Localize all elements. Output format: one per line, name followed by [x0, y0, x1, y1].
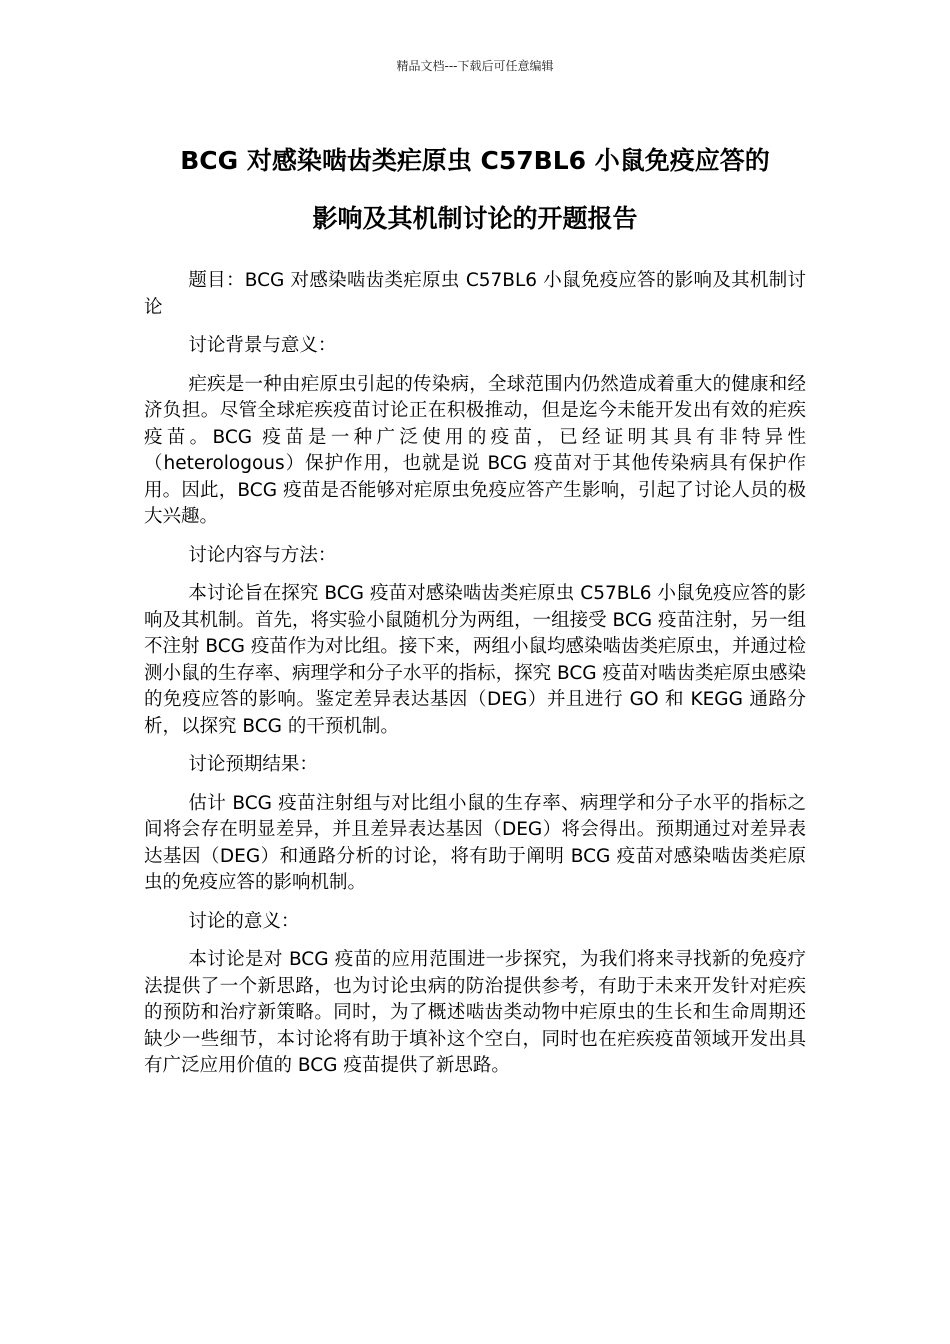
methods-paragraph: 本讨论旨在探究 BCG 疫苗对感染啮齿类疟原虫 C57BL6 小鼠免疫应答的影响及其机制。首先，将实验小鼠随机分为两组，一组接受 BCG 疫苗注射，另一组不注射 BCG 疫苗作为对比组。接下来，两组小鼠均感染啮齿类疟原虫，并通过检测小鼠的生存率、病理学和分子水平的指标，探究 BCG 疫苗对啮齿类疟原虫感染的免疫应答的影响。鉴定差异表达基因（DEG）并且进行 GO 和 KEGG 通路分析，以探究 BCG 的干预机制。: [144, 583, 806, 737]
topic-paragraph: 题目：BCG 对感染啮齿类疟原虫 C57BL6 小鼠免疫应答的影响及其机制讨论: [144, 270, 806, 318]
section-heading-background: 讨论背景与意义：: [188, 335, 337, 356]
section-heading-expected-results: 讨论预期结果：: [188, 754, 318, 775]
expected-results-paragraph: 估计 BCG 疫苗注射组与对比组小鼠的生存率、病理学和分子水平的指标之间将会存在明显差异，并且差异表达基因（DEG）将会得出。预期通过对差异表达基因（DEG）和通路分析的讨论，将有助于阐明 BCG 疫苗对感染啮齿类疟原虫的免疫应答的影响机制。: [144, 792, 806, 893]
section-heading-methods: 讨论内容与方法：: [188, 544, 337, 566]
title-line-2: 影响及其机制讨论的开题报告: [312, 204, 638, 233]
title-line-1: BCG 对感染啮齿类疟原虫 C57BL6 小鼠免疫应答的: [180, 146, 770, 175]
section-heading-significance: 讨论的意义：: [188, 910, 300, 932]
background-paragraph: 疟疾是一种由疟原虫引起的传染病，全球范围内仍然造成着重大的健康和经济负担。尽管全球疟疾疫苗讨论正在积极推动，但是迄今未能开发出有效的疟疾疫苗。BCG 疫苗是一种广泛使用的疫苗，已经证明其具有非特异性（heterologous）保护作用，也就是说 BCG 疫苗对于其他传染病具有保护作用。因此，BCG 疫苗是否能够对疟原虫免疫应答产生影响，引起了讨论人员的极大兴趣。: [144, 373, 806, 527]
document-body: [144, 268, 806, 1092]
significance-paragraph: 本讨论是对 BCG 疫苗的应用范围进一步探究，为我们将来寻找新的免疫疗法提供了一个新思路，也为讨论虫病的防治提供参考，有助于未来开发针对疟疾的预防和治疗新策略。同时，为了概述啮齿类动物中疟原虫的生长和生命周期还缺少一些细节，本讨论将有助于填补这个空白，同时也在疟疾疫苗领域开发出具有广泛应用价值的 BCG 疫苗提供了新思路。: [144, 949, 806, 1076]
page-header: 精品文档---下载后可任意编辑: [396, 59, 554, 73]
document-title: [100, 132, 850, 248]
